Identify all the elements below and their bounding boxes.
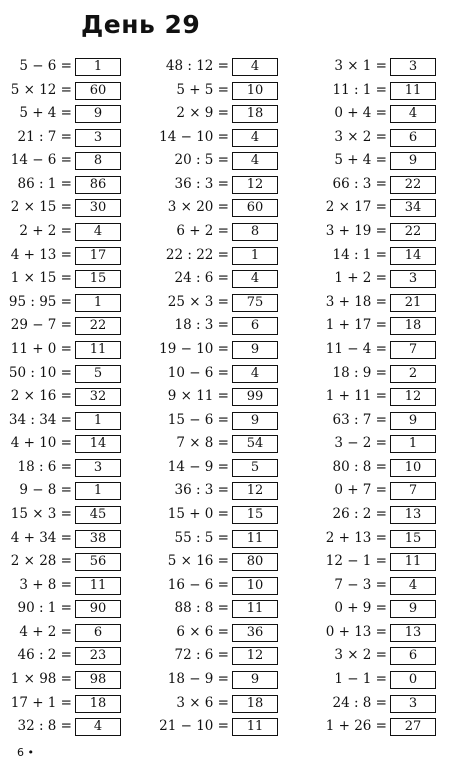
exercise-expression: 2 × 17 = (325, 199, 387, 216)
answer-box: 0 (390, 671, 436, 689)
answer-box: 12 (232, 647, 278, 665)
exercise-row (0, 222, 150, 246)
answer-box: 12 (232, 176, 278, 194)
answer-box: 27 (390, 718, 436, 736)
exercise-row (157, 411, 307, 435)
answer-box: 13 (390, 506, 436, 524)
exercise-row (157, 505, 307, 529)
exercise-expression: 10 − 6 = (167, 364, 229, 381)
exercise-expression: 26 : 2 = (332, 505, 387, 522)
exercise-expression: 3 × 2 = (334, 647, 387, 664)
exercise-expression: 95 : 95 = (8, 293, 72, 310)
answer-box: 2 (390, 365, 436, 383)
answer-box: 4 (390, 577, 436, 595)
answer-box: 11 (390, 82, 436, 100)
exercise-row (157, 269, 307, 293)
exercise-expression: 3 − 2 = (334, 435, 387, 452)
answer-box: 6 (75, 624, 121, 642)
answer-box: 34 (390, 199, 436, 217)
answer-box: 45 (75, 506, 121, 524)
exercise-row (315, 128, 465, 152)
answer-box: 6 (232, 317, 278, 335)
exercise-row (315, 293, 465, 317)
answer-box: 11 (232, 600, 278, 618)
answer-box: 75 (232, 294, 278, 312)
answer-box: 1 (75, 58, 121, 76)
exercise-expression: 32 : 8 = (17, 718, 72, 735)
exercise-row (157, 694, 307, 718)
exercise-expression: 24 : 6 = (174, 270, 229, 287)
exercise-expression: 0 + 9 = (334, 600, 387, 617)
answer-box: 32 (75, 388, 121, 406)
exercise-expression: 4 + 2 = (19, 623, 72, 640)
answer-box: 4 (232, 58, 278, 76)
answer-box: 9 (390, 412, 436, 430)
exercise-expression: 9 − 8 = (19, 482, 72, 499)
exercise-expression: 46 : 2 = (17, 647, 72, 664)
exercise-row (157, 340, 307, 364)
exercise-row (157, 128, 307, 152)
exercise-expression: 36 : 3 = (174, 175, 229, 192)
exercise-expression: 4 + 34 = (10, 529, 72, 546)
exercise-row (315, 552, 465, 576)
answer-box: 7 (390, 341, 436, 359)
exercise-expression: 3 × 1 = (334, 58, 387, 74)
exercise-expression: 72 : 6 = (174, 647, 229, 664)
exercise-row (315, 104, 465, 128)
exercise-expression: 1 + 26 = (325, 718, 387, 735)
exercise-row (315, 481, 465, 505)
exercise-row (0, 128, 150, 152)
exercise-expression: 18 : 3 = (174, 317, 229, 334)
answer-box: 15 (232, 506, 278, 524)
answer-box: 3 (390, 58, 436, 76)
answer-box: 18 (232, 105, 278, 123)
exercise-expression: 3 + 19 = (325, 223, 387, 240)
exercise-expression: 14 − 9 = (167, 458, 229, 475)
exercise-row (0, 340, 150, 364)
exercise-expression: 5 + 4 = (19, 105, 72, 122)
exercise-expression: 25 × 3 = (167, 293, 229, 310)
answer-box: 18 (232, 695, 278, 713)
exercise-row (0, 411, 150, 435)
exercise-row (315, 411, 465, 435)
exercise-row (315, 599, 465, 623)
exercise-row (157, 293, 307, 317)
exercise-expression: 15 × 3 = (10, 505, 72, 522)
exercise-row (157, 222, 307, 246)
exercise-row (0, 269, 150, 293)
exercise-row (315, 364, 465, 388)
exercise-expression: 5 × 12 = (10, 81, 72, 98)
exercise-expression: 1 × 98 = (10, 671, 72, 688)
answer-box: 15 (75, 270, 121, 288)
exercise-expression: 1 − 1 = (334, 671, 387, 688)
exercise-row (157, 81, 307, 105)
answer-box: 23 (75, 647, 121, 665)
exercise-row (315, 458, 465, 482)
exercise-expression: 20 : 5 = (174, 152, 229, 169)
exercise-expression: 21 − 10 = (159, 718, 229, 735)
answer-box: 86 (75, 176, 121, 194)
exercise-row (0, 387, 150, 411)
exercise-row (157, 175, 307, 199)
exercise-row (0, 151, 150, 175)
exercise-row (315, 387, 465, 411)
answer-box: 13 (390, 624, 436, 642)
answer-box: 5 (75, 365, 121, 383)
exercise-row (0, 576, 150, 600)
exercise-expression: 21 : 7 = (17, 128, 72, 145)
exercise-row (0, 458, 150, 482)
exercise-expression: 3 + 18 = (325, 293, 387, 310)
exercise-row (0, 57, 150, 81)
exercise-row (0, 670, 150, 694)
exercise-expression: 86 : 1 = (17, 175, 72, 192)
exercise-row (0, 481, 150, 505)
exercise-expression: 2 × 15 = (10, 199, 72, 216)
answer-box: 98 (75, 671, 121, 689)
exercise-expression: 6 + 2 = (176, 223, 229, 240)
answer-box: 18 (75, 695, 121, 713)
exercise-expression: 4 + 10 = (10, 435, 72, 452)
exercise-row (157, 57, 307, 81)
answer-box: 9 (232, 671, 278, 689)
answer-box: 11 (75, 341, 121, 359)
page-number: 6 • (17, 746, 34, 759)
exercise-expression: 5 − 6 = (19, 58, 72, 74)
answer-box: 22 (390, 223, 436, 241)
exercise-expression: 5 + 4 = (334, 152, 387, 169)
exercise-expression: 7 × 8 = (176, 435, 229, 452)
answer-box: 5 (232, 459, 278, 477)
answer-box: 38 (75, 530, 121, 548)
answer-box: 11 (232, 530, 278, 548)
exercise-expression: 88 : 8 = (174, 600, 229, 617)
answer-box: 4 (75, 718, 121, 736)
answer-box: 56 (75, 553, 121, 571)
exercise-expression: 18 − 9 = (167, 671, 229, 688)
exercise-row (315, 198, 465, 222)
exercise-expression: 11 : 1 = (332, 81, 387, 98)
exercise-row (0, 599, 150, 623)
answer-box: 3 (390, 270, 436, 288)
exercise-expression: 9 × 11 = (167, 388, 229, 405)
exercise-expression: 14 − 10 = (159, 128, 229, 145)
exercise-row (157, 576, 307, 600)
exercise-row (315, 670, 465, 694)
answer-box: 4 (75, 223, 121, 241)
exercise-expression: 2 + 13 = (325, 529, 387, 546)
exercise-row (157, 599, 307, 623)
exercise-expression: 18 : 6 = (17, 458, 72, 475)
exercise-expression: 29 − 7 = (10, 317, 72, 334)
exercise-row (0, 623, 150, 647)
answer-box: 4 (232, 152, 278, 170)
exercise-expression: 1 + 11 = (325, 388, 387, 405)
answer-box: 11 (232, 718, 278, 736)
exercise-expression: 0 + 4 = (334, 105, 387, 122)
exercise-row (0, 552, 150, 576)
exercise-expression: 14 − 6 = (10, 152, 72, 169)
exercise-row (315, 316, 465, 340)
answer-box: 4 (232, 365, 278, 383)
exercise-expression: 12 − 1 = (325, 553, 387, 570)
exercise-expression: 2 × 28 = (10, 553, 72, 570)
answer-box: 7 (390, 482, 436, 500)
exercise-row (0, 364, 150, 388)
exercise-expression: 5 × 16 = (167, 553, 229, 570)
exercise-expression: 14 : 1 = (332, 246, 387, 263)
exercise-row (315, 81, 465, 105)
page-title: День 29 (81, 10, 201, 39)
exercise-row (157, 387, 307, 411)
column-2 (157, 57, 307, 741)
answer-box: 4 (390, 105, 436, 123)
exercise-row (0, 81, 150, 105)
exercise-expression: 11 + 0 = (10, 340, 72, 357)
exercise-row (315, 646, 465, 670)
exercise-row (315, 717, 465, 741)
answer-box: 99 (232, 388, 278, 406)
exercise-expression: 50 : 10 = (8, 364, 72, 381)
exercise-row (157, 246, 307, 270)
exercise-row (157, 364, 307, 388)
answer-box: 4 (232, 129, 278, 147)
exercise-row (157, 316, 307, 340)
answer-box: 3 (390, 695, 436, 713)
exercise-expression: 63 : 7 = (332, 411, 387, 428)
exercise-row (315, 623, 465, 647)
exercise-expression: 16 − 6 = (167, 576, 229, 593)
answer-box: 12 (390, 388, 436, 406)
answer-box: 36 (232, 624, 278, 642)
exercise-expression: 17 + 1 = (10, 694, 72, 711)
answer-box: 17 (75, 247, 121, 265)
exercise-expression: 15 − 6 = (167, 411, 229, 428)
exercise-expression: 1 × 15 = (10, 270, 72, 287)
exercise-row (0, 104, 150, 128)
answer-box: 9 (75, 105, 121, 123)
exercise-row (315, 222, 465, 246)
answer-box: 6 (390, 647, 436, 665)
answer-box: 22 (75, 317, 121, 335)
exercise-expression: 4 + 13 = (10, 246, 72, 263)
answer-box: 4 (232, 270, 278, 288)
exercise-expression: 5 + 5 = (176, 81, 229, 98)
answer-box: 12 (232, 482, 278, 500)
answer-box: 9 (390, 152, 436, 170)
answer-box: 1 (75, 482, 121, 500)
answer-box: 10 (390, 459, 436, 477)
answer-box: 8 (232, 223, 278, 241)
exercise-expression: 18 : 9 = (332, 364, 387, 381)
exercise-row (0, 717, 150, 741)
exercise-row (0, 434, 150, 458)
exercise-row (315, 529, 465, 553)
exercise-row (0, 198, 150, 222)
exercise-row (157, 646, 307, 670)
exercise-expression: 80 : 8 = (332, 458, 387, 475)
answer-box: 11 (390, 553, 436, 571)
exercise-row (0, 529, 150, 553)
exercise-expression: 48 : 12 = (165, 58, 229, 74)
exercise-expression: 1 + 17 = (325, 317, 387, 334)
exercise-row (157, 670, 307, 694)
answer-box: 3 (75, 129, 121, 147)
answer-box: 14 (390, 247, 436, 265)
exercise-row (157, 151, 307, 175)
exercise-expression: 90 : 1 = (17, 600, 72, 617)
column-3 (315, 57, 465, 741)
answer-box: 30 (75, 199, 121, 217)
exercise-row (0, 175, 150, 199)
exercise-row (157, 434, 307, 458)
exercise-row (315, 694, 465, 718)
exercise-row (315, 175, 465, 199)
exercise-expression: 7 − 3 = (334, 576, 387, 593)
exercise-row (157, 552, 307, 576)
exercise-row (0, 316, 150, 340)
answer-box: 21 (390, 294, 436, 312)
exercise-row (157, 198, 307, 222)
exercise-expression: 11 − 4 = (325, 340, 387, 357)
exercise-row (315, 576, 465, 600)
exercise-expression: 22 : 22 = (165, 246, 229, 263)
answer-box: 80 (232, 553, 278, 571)
answer-box: 1 (75, 412, 121, 430)
answer-box: 1 (75, 294, 121, 312)
exercise-expression: 3 × 2 = (334, 128, 387, 145)
exercise-expression: 34 : 34 = (8, 411, 72, 428)
exercise-row (0, 646, 150, 670)
answer-box: 3 (75, 459, 121, 477)
exercise-expression: 15 + 0 = (167, 505, 229, 522)
answer-box: 11 (75, 577, 121, 595)
exercise-expression: 19 − 10 = (159, 340, 229, 357)
exercise-row (315, 57, 465, 81)
exercise-row (315, 434, 465, 458)
exercise-row (157, 104, 307, 128)
exercise-row (315, 340, 465, 364)
answer-box: 14 (75, 435, 121, 453)
exercise-expression: 6 × 6 = (176, 623, 229, 640)
exercise-row (315, 269, 465, 293)
exercise-row (157, 458, 307, 482)
exercise-expression: 0 + 7 = (334, 482, 387, 499)
exercise-expression: 55 : 5 = (174, 529, 229, 546)
answer-box: 18 (390, 317, 436, 335)
exercise-expression: 3 × 6 = (176, 694, 229, 711)
exercise-expression: 3 + 8 = (19, 576, 72, 593)
answer-box: 9 (232, 341, 278, 359)
answer-box: 9 (232, 412, 278, 430)
answer-box: 9 (390, 600, 436, 618)
exercise-row (315, 246, 465, 270)
exercise-expression: 36 : 3 = (174, 482, 229, 499)
answer-box: 54 (232, 435, 278, 453)
exercise-expression: 3 × 20 = (167, 199, 229, 216)
exercise-expression: 0 + 13 = (325, 623, 387, 640)
answer-box: 90 (75, 600, 121, 618)
exercise-expression: 1 + 2 = (334, 270, 387, 287)
answer-box: 10 (232, 82, 278, 100)
answer-box: 60 (75, 82, 121, 100)
column-1 (0, 57, 150, 741)
exercise-row (157, 529, 307, 553)
exercise-row (157, 623, 307, 647)
answer-box: 1 (232, 247, 278, 265)
exercise-row (157, 717, 307, 741)
exercise-row (157, 481, 307, 505)
exercise-expression: 2 × 9 = (176, 105, 229, 122)
exercise-row (315, 505, 465, 529)
exercise-row (0, 293, 150, 317)
answer-box: 10 (232, 577, 278, 595)
answer-box: 60 (232, 199, 278, 217)
answer-box: 1 (390, 435, 436, 453)
answer-box: 8 (75, 152, 121, 170)
answer-box: 15 (390, 530, 436, 548)
exercise-row (0, 694, 150, 718)
answer-box: 6 (390, 129, 436, 147)
exercise-expression: 66 : 3 = (332, 175, 387, 192)
exercise-expression: 2 × 16 = (10, 388, 72, 405)
exercise-expression: 24 : 8 = (332, 694, 387, 711)
exercise-row (0, 505, 150, 529)
exercise-expression: 2 + 2 = (19, 223, 72, 240)
answer-box: 22 (390, 176, 436, 194)
exercise-row (315, 151, 465, 175)
exercise-row (0, 246, 150, 270)
